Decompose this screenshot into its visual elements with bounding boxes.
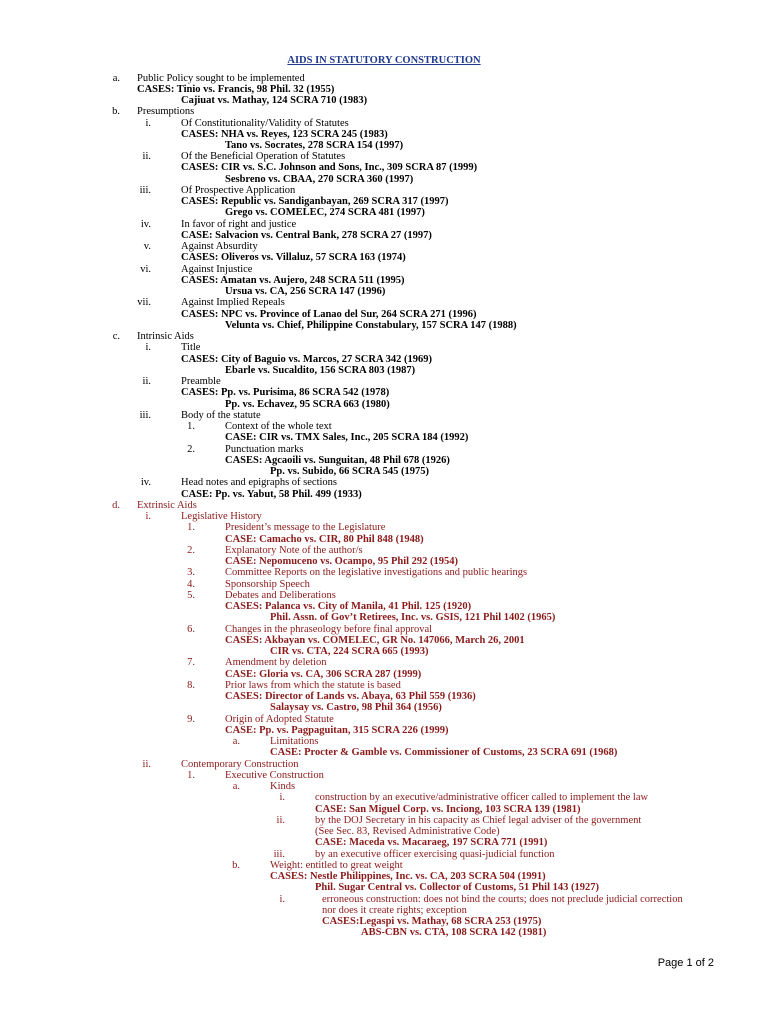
outline-text: President’s message to the Legislature: [225, 522, 386, 533]
outline-marker: iii.: [139, 185, 151, 196]
outline-marker: vi.: [140, 264, 151, 275]
outline-text: CASE: Pp. vs. Yabut, 58 Phil. 499 (1933): [181, 489, 362, 500]
outline-marker: 1.: [187, 522, 195, 533]
outline-marker: i.: [279, 894, 285, 905]
outline-text: CASES:Legaspi vs. Mathay, 68 SCRA 253 (1975): [322, 916, 542, 927]
outline-marker: ii.: [142, 759, 151, 770]
outline-text: Context of the whole text: [225, 421, 332, 432]
outline-marker: vii.: [137, 297, 151, 308]
outline-text: Of Constitutionality/Validity of Statutes: [181, 118, 349, 129]
outline-text: Explanatory Note of the author/s: [225, 545, 363, 556]
outline-marker: 1.: [187, 421, 195, 432]
outline-text: In favor of right and justice: [181, 219, 297, 230]
outline-marker: c.: [112, 331, 120, 342]
outline-text: CASE: Nepomuceno vs. Ocampo, 95 Phil 292 (1954): [225, 556, 459, 567]
outline-text: Sponsorship Speech: [225, 579, 310, 590]
outline-text: Phil. Assn. of Gov’t Retirees, Inc. vs. GSIS, 121 Phil 1402 (1965): [270, 612, 556, 623]
outline-text: CASES: Republic vs. Sandiganbayan, 269 SCRA 317 (1997): [181, 196, 449, 207]
outline-marker: b.: [232, 860, 240, 871]
outline-text: CASES: City of Baguio vs. Marcos, 27 SCRA 342 (1969): [181, 354, 432, 365]
outline-text: Intrinsic Aids: [137, 331, 194, 342]
outline-text: Salaysay vs. Castro, 98 Phil 364 (1956): [270, 702, 442, 713]
outline-text: construction by an executive/administrative officer called to implement the law: [315, 792, 649, 803]
outline-marker: a.: [232, 736, 240, 747]
outline-text: Ursua vs. CA, 256 SCRA 147 (1996): [225, 286, 386, 297]
outline-text: Pp. vs. Echavez, 95 SCRA 663 (1980): [225, 399, 390, 410]
outline-text: CASES: Director of Lands vs. Abaya, 63 Phil 559 (1936): [225, 691, 476, 702]
outline-marker: 8.: [187, 680, 195, 691]
outline-marker: 2.: [187, 545, 195, 556]
outline-marker: v.: [143, 241, 151, 252]
outline-text: Against Absurdity: [181, 241, 258, 252]
outline-text: CASES: Agcaoili vs. Sunguitan, 48 Phil 678 (1926): [225, 455, 450, 466]
outline-text: Ebarle vs. Sucaldito, 156 SCRA 803 (1987): [225, 365, 416, 376]
outline-text: CASE: CIR vs. TMX Sales, Inc., 205 SCRA 184 (1992): [225, 432, 469, 443]
outline-text: CASES: CIR vs. S.C. Johnson and Sons, Inc., 309 SCRA 87 (1999): [181, 162, 478, 173]
outline-text: Preamble: [181, 376, 221, 387]
outline-text: CASES: NHA vs. Reyes, 123 SCRA 245 (1983): [181, 129, 388, 140]
outline-marker: i.: [145, 511, 151, 522]
outline-marker: ii.: [142, 376, 151, 387]
outline-text: CIR vs. CTA, 224 SCRA 665 (1993): [270, 646, 429, 657]
outline-marker: iv.: [140, 477, 151, 488]
outline-text: Cajiuat vs. Mathay, 124 SCRA 710 (1983): [181, 95, 368, 106]
outline-text: Pp. vs. Subido, 66 SCRA 545 (1975): [270, 466, 429, 477]
outline-text: CASES: Oliveros vs. Villaluz, 57 SCRA 163 (1974): [181, 252, 406, 263]
outline-text: Punctuation marks: [225, 444, 304, 455]
outline-marker: ii.: [276, 815, 285, 826]
outline-marker: 6.: [187, 624, 195, 635]
outline-text: Public Policy sought to be implemented: [137, 73, 305, 84]
outline-text: Of Prospective Application: [181, 185, 296, 196]
outline-marker: 3.: [187, 567, 195, 578]
outline-marker: d.: [112, 500, 120, 511]
outline-marker: iii.: [273, 849, 285, 860]
outline-text: CASES: NPC vs. Province of Lanao del Sur, 264 SCRA 271 (1996): [181, 309, 477, 320]
outline-text: CASES: Akbayan vs. COMELEC, GR No. 147066, March 26, 2001: [225, 635, 525, 646]
outline-text: Contemporary Construction: [181, 759, 299, 770]
outline-marker: a.: [112, 73, 120, 84]
outline-marker: ii.: [142, 151, 151, 162]
outline-text: Weight: entitled to great weight: [270, 860, 403, 871]
outline-text: Phil. Sugar Central vs. Collector of Customs, 51 Phil 143 (1927): [315, 882, 599, 893]
outline-marker: 2.: [187, 444, 195, 455]
outline-text: Title: [181, 342, 201, 353]
outline-marker: 9.: [187, 714, 195, 725]
outline-marker: 1.: [187, 770, 195, 781]
outline-marker: 7.: [187, 657, 195, 668]
outline-text: CASES: Nestle Philippines, Inc. vs. CA, 203 SCRA 504 (1991): [270, 871, 546, 882]
outline-marker: a.: [232, 781, 240, 792]
outline-text: Velunta vs. Chief, Philippine Constabulary, 157 SCRA 147 (1988): [225, 320, 517, 331]
outline-text: erroneous construction: does not bind the courts; does not preclude judicial correction: [322, 894, 683, 905]
outline-text: Of the Beneficial Operation of Statutes: [181, 151, 346, 162]
outline-marker: i.: [279, 792, 285, 803]
outline-text: CASE: Procter & Gamble vs. Commissioner of Customs, 23 SCRA 691 (1968): [270, 747, 618, 758]
outline-marker: b.: [112, 106, 120, 117]
outline-text: CASE: Maceda vs. Macaraeg, 197 SCRA 771 (1991): [315, 837, 548, 848]
outline-text: Prior laws from which the statute is based: [225, 680, 401, 691]
outline-text: Sesbreno vs. CBAA, 270 SCRA 360 (1997): [225, 174, 414, 185]
document-title: AIDS IN STATUTORY CONSTRUCTION: [287, 55, 481, 66]
outline-text: CASE: Camacho vs. CIR, 80 Phil 848 (1948): [225, 534, 424, 545]
outline-text: Executive Construction: [225, 770, 324, 781]
outline-text: nor does it create rights; exception: [322, 905, 467, 916]
outline-text: Presumptions: [137, 106, 195, 117]
outline-marker: 5.: [187, 590, 195, 601]
outline-marker: 4.: [187, 579, 195, 590]
outline-text: Committee Reports on the legislative investigations and public hearings: [225, 567, 528, 578]
outline-text: Head notes and epigraphs of sections: [181, 477, 337, 488]
page-number: Page 1 of 2: [657, 957, 714, 969]
outline-text: Amendment by deletion: [225, 657, 327, 668]
outline-text: CASES: Palanca vs. City of Manila, 41 Phil. 125 (1920): [225, 601, 472, 612]
outline-text: CASE: Salvacion vs. Central Bank, 278 SCRA 27 (1997): [181, 230, 432, 241]
outline-text: Changes in the phraseology before final approval: [225, 624, 433, 635]
outline-text: Tano vs. Socrates, 278 SCRA 154 (1997): [225, 140, 404, 151]
outline-marker: iv.: [140, 219, 151, 230]
outline-marker: i.: [145, 342, 151, 353]
outline-marker: iii.: [139, 410, 151, 421]
outline-text: (See Sec. 83, Revised Administrative Code): [315, 826, 500, 837]
outline-text: by an executive officer exercising quasi-judicial function: [315, 849, 555, 860]
outline-text: CASE: Pp. vs. Pagpaguitan, 315 SCRA 226 (1999): [225, 725, 449, 736]
outline-text: CASE: San Miguel Corp. vs. Inciong, 103 SCRA 139 (1981): [315, 804, 581, 815]
outline-text: Limitations: [270, 736, 319, 747]
outline-text: Origin of Adopted Statute: [225, 714, 334, 725]
outline-text: by the DOJ Secretary in his capacity as Chief legal adviser of the government: [315, 815, 642, 826]
outline-text: CASE: Gloria vs. CA, 306 SCRA 287 (1999): [225, 669, 422, 680]
outline-text: Against Injustice: [181, 264, 253, 275]
outline-text: Grego vs. COMELEC, 274 SCRA 481 (1997): [225, 207, 425, 218]
outline-text: Body of the statute: [181, 410, 261, 421]
outline-text: Legislative History: [181, 511, 262, 522]
outline-text: ABS-CBN vs. CTA, 108 SCRA 142 (1981): [361, 927, 547, 938]
outline-marker: i.: [145, 118, 151, 129]
outline-text: Extrinsic Aids: [137, 500, 197, 511]
outline-text: CASES: Amatan vs. Aujero, 248 SCRA 511 (1995): [181, 275, 405, 286]
outline-text: Debates and Deliberations: [225, 590, 336, 601]
outline-text: CASES: Pp. vs. Purisima, 86 SCRA 542 (1978): [181, 387, 390, 398]
outline-text: Against Implied Repeals: [181, 297, 285, 308]
outline-text: Kinds: [270, 781, 296, 792]
outline-text: CASES: Tinio vs. Francis, 98 Phil. 32 (1955): [137, 84, 335, 95]
